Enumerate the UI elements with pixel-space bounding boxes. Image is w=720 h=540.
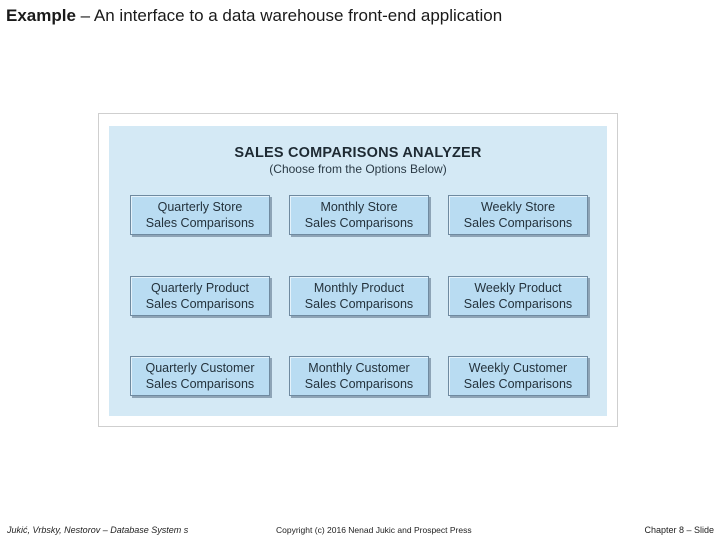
weekly-store-sales-button[interactable]: [448, 195, 588, 235]
button-label-line2: Sales Comparisons: [145, 297, 255, 311]
footer-chapter-slide: Chapter 8 – Slide: [644, 525, 714, 535]
weekly-product-sales-button[interactable]: [448, 276, 588, 316]
button-label-line1: Monthly Store: [320, 200, 398, 214]
button-label-line1: Monthly Product: [313, 281, 405, 295]
quarterly-store-sales-button[interactable]: [130, 195, 270, 235]
button-label-line2: Sales Comparisons: [304, 216, 414, 230]
quarterly-product-sales-button[interactable]: [130, 276, 270, 316]
slide-title: [6, 6, 502, 26]
button-label-line1: Weekly Store: [480, 200, 556, 214]
footer-authors: Jukić, Vrbsky, Nestorov – Database System s: [7, 525, 189, 535]
button-label-line2: Sales Comparisons: [463, 216, 573, 230]
button-label-line2: Sales Comparisons: [463, 297, 573, 311]
button-label-line2: Sales Comparisons: [463, 377, 573, 391]
button-label-line1: Weekly Product: [474, 281, 562, 295]
slide-title-bold: Example: [6, 6, 76, 25]
monthly-store-sales-button[interactable]: [289, 195, 429, 235]
slide-title-rest: – An interface to a data warehouse front-end application: [75, 6, 503, 25]
sales-analyzer-panel: [109, 126, 607, 416]
button-label-line2: Sales Comparisons: [304, 377, 414, 391]
footer-copyright: Copyright (c) 2016 Nenad Jukic and Prospect Press: [276, 525, 472, 535]
monthly-customer-sales-button[interactable]: [289, 356, 429, 396]
button-label-line2: Sales Comparisons: [304, 297, 414, 311]
app-subtitle: (Choose from the Options Below): [269, 162, 447, 176]
weekly-customer-sales-button[interactable]: [448, 356, 588, 396]
button-label-line1: Monthly Customer: [308, 361, 410, 375]
figure-frame: [98, 113, 618, 427]
button-label-line1: Quarterly Store: [157, 200, 243, 214]
app-title: SALES COMPARISONS ANALYZER: [234, 145, 482, 161]
button-label-line2: Sales Comparisons: [145, 216, 255, 230]
quarterly-customer-sales-button[interactable]: [130, 356, 270, 396]
button-label-line1: Quarterly Customer: [145, 361, 255, 375]
button-label-line2: Sales Comparisons: [145, 377, 255, 391]
monthly-product-sales-button[interactable]: [289, 276, 429, 316]
button-label-line1: Weekly Customer: [468, 361, 568, 375]
button-label-line1: Quarterly Product: [151, 281, 249, 295]
